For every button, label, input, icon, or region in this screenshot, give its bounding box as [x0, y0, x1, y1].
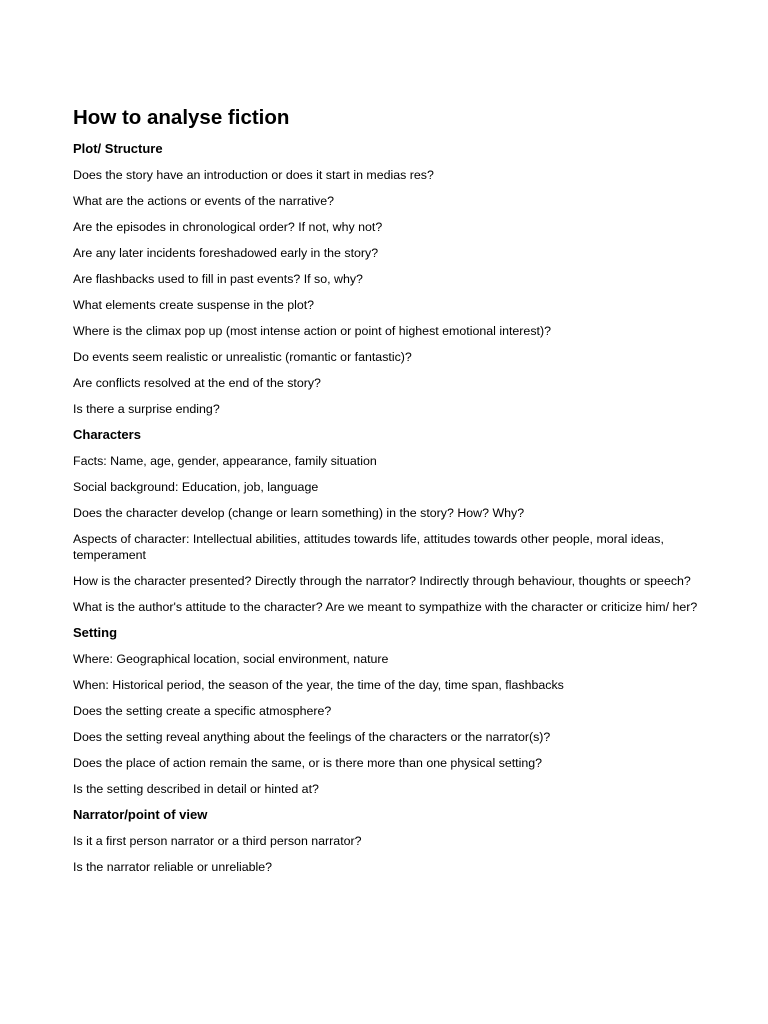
section-characters — [73, 427, 698, 615]
question-line: Is the narrator reliable or unreliable? — [73, 860, 273, 874]
document-page — [73, 104, 698, 885]
question-line: Where is the climax pop up (most intense action or point of highest emotional interest)? — [73, 324, 551, 338]
question-line: What elements create suspense in the plot? — [73, 298, 315, 312]
question-line: Where: Geographical location, social environment, nature — [73, 652, 389, 666]
question-line: Is it a first person narrator or a third person narrator? — [73, 834, 362, 848]
question-line: Does the character develop (change or learn something) in the story? How? Why? — [73, 506, 525, 520]
question-line: Is the setting described in detail or hinted at? — [73, 782, 319, 796]
question-line: How is the character presented? Directly through the narrator? Indirectly through behaviour, thoughts or speech? — [73, 574, 691, 588]
question-line: What is the author's attitude to the character? Are we meant to sympathize with the character or criticize him/ her? — [73, 600, 698, 614]
question-line: Are conflicts resolved at the end of the story? — [73, 376, 321, 390]
section-setting — [73, 625, 698, 797]
question-line: Does the story have an introduction or does it start in medias res? — [73, 168, 434, 182]
question-line: Does the setting create a specific atmosphere? — [73, 704, 332, 718]
question-line: Social background: Education, job, language — [73, 480, 319, 494]
section-plot-structure — [73, 141, 698, 417]
section-heading: Setting — [73, 625, 118, 640]
document-title: How to analyse fiction — [73, 106, 290, 129]
question-line: Is there a surprise ending? — [73, 402, 220, 416]
question-line: Facts: Name, age, gender, appearance, family situation — [73, 454, 377, 468]
question-line: Are flashbacks used to fill in past events? If so, why? — [73, 272, 363, 286]
question-line: What are the actions or events of the narrative? — [73, 194, 335, 208]
section-heading: Narrator/point of view — [73, 807, 208, 822]
question-line: Do events seem realistic or unrealistic (romantic or fantastic)? — [73, 350, 412, 364]
question-line: Aspects of character: Intellectual abilities, attitudes towards life, attitudes towards other people, moral ideas, temperament — [73, 532, 664, 562]
question-line: Does the setting reveal anything about the feelings of the characters or the narrator(s)? — [73, 730, 551, 744]
question-line: When: Historical period, the season of the year, the time of the day, time span, flashbacks — [73, 678, 564, 692]
section-heading: Plot/ Structure — [73, 141, 163, 156]
question-line: Does the place of action remain the same, or is there more than one physical setting? — [73, 756, 543, 770]
section-narrator-point-of-view — [73, 807, 698, 875]
question-line: Are any later incidents foreshadowed early in the story? — [73, 246, 379, 260]
question-line: Are the episodes in chronological order? If not, why not? — [73, 220, 383, 234]
section-heading: Characters — [73, 427, 141, 442]
